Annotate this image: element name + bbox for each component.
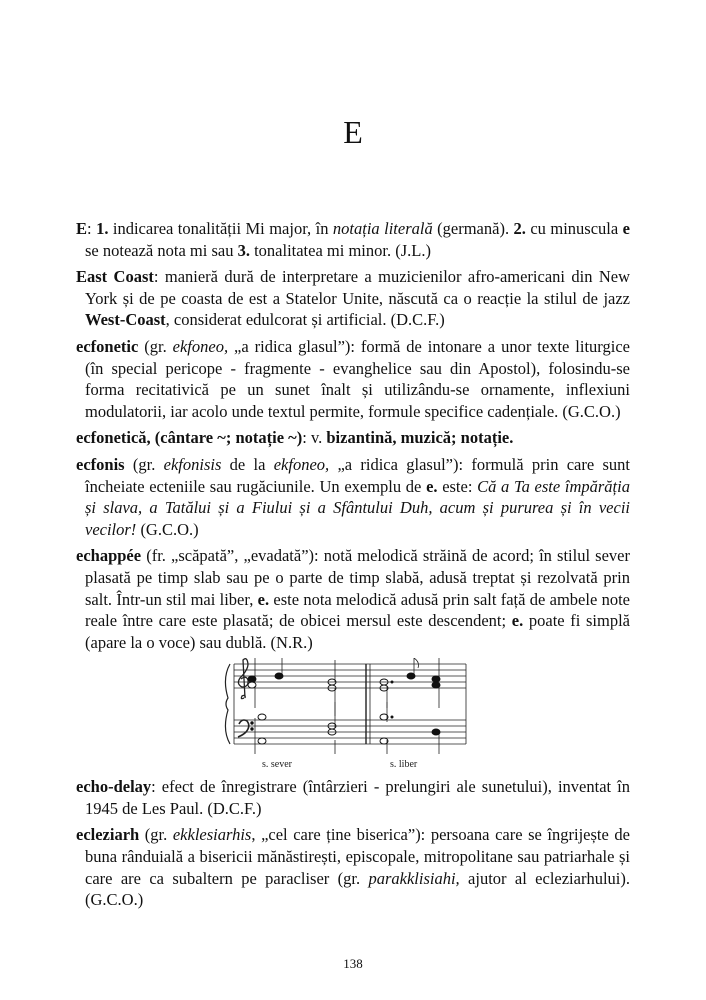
italic-text: parakklisiahi, [368, 868, 460, 888]
bold-text: 2. [513, 219, 526, 238]
entry-ecleziarh [76, 824, 630, 910]
italic-text: ekfoneo, [172, 336, 229, 356]
entry-headword: ecfonetică, (cântare ~; notație ~) [76, 428, 303, 448]
entry-text: (gr. [138, 336, 173, 356]
entry-text: poate fi simplă (apare la o voce) sau dublă. (N.R.) [85, 611, 630, 652]
entry-headword: East Coast [76, 267, 154, 287]
bass-staff [234, 720, 466, 744]
entry-text: „a ridica glasul”): formulă prin care sunt încheiate ecteniile sau rugăciunile. Un exemplu de [85, 454, 630, 496]
bold-text: e. [257, 589, 270, 609]
entry-text: : manieră dură de interpretare a muzicienilor afro-americani din New York și de pe coasta de est a Statelor Unite, născută ca o reacție la stilul de jazz [85, 267, 630, 308]
entry-headword: E [76, 219, 88, 238]
bold-text: e [622, 219, 630, 238]
page-title: E [343, 114, 363, 150]
entry-text: ajutor al ecleziarhului). (G.C.O.) [85, 868, 630, 910]
treble-clef-icon [238, 659, 248, 699]
page-spacer [0, 916, 706, 956]
bold-text: 3. [237, 240, 250, 260]
entry-e [76, 218, 630, 261]
entry-text: indicarea tonalității Mi major, în [108, 219, 333, 238]
label-free-style: s. liber [390, 759, 418, 771]
entry-text: „a ridica glasul”): formă de intonare a unor texte liturgice (în special pericope - fragmente - evanghelice sau din Apostol), folosindu-se forma recitativică pe un sunet înalt și utilizându-se ornamente, inflexiuni modulatorii, iar acolo unde textul permite, formule specifice cadențiale. (G.C.O.) [85, 336, 630, 421]
entry-text: de la [221, 454, 274, 474]
entry-text: (G.C.O.) [136, 519, 199, 539]
italic-text: notația literală [332, 219, 433, 238]
treble-staff [234, 664, 466, 688]
entry-headword: echappée [76, 546, 142, 566]
italic-text: ekfoneo, [273, 454, 330, 474]
dictionary-entries [76, 218, 630, 916]
label-strict-style: s. sever [262, 759, 292, 771]
entry-text: este: [437, 476, 478, 496]
bold-text: West-Coast [85, 310, 166, 330]
entry-headword: echo-delay [76, 777, 152, 797]
bold-text: 1. [96, 219, 109, 238]
italic-text: Că a Ta este împărăția și slava, a Tatălui și a Fiului și a Sfântului Duh, acum și pururea și în vecii vecilor! [85, 476, 630, 539]
entry-text: cu minuscula [525, 219, 623, 238]
entry-east-coast [76, 266, 630, 331]
bold-text: bizantină, muzică; notație. [326, 428, 514, 448]
entry-echappee [76, 545, 630, 653]
music-example-figure [222, 658, 472, 770]
entry-text: (germană). [432, 219, 514, 238]
entry-headword: ecfonetic [76, 336, 139, 356]
entry-text: : [87, 219, 97, 238]
entry-text: tonalitatea mi minor. (J.L.) [249, 240, 431, 260]
entry-text: este nota melodică adusă prin salt față de ambele note reale între care este plasată; de obicei mersul este descendent; [85, 589, 630, 631]
entry-text: : v. [302, 428, 327, 448]
entry-text: se notează nota mi sau [85, 240, 238, 260]
entry-text: , „cel care ține biserica”): persoana care se îngrijește de buna rânduială a bisericii mănăstirești, episcopale, mitropolitane sau patriarhale și care are ca subaltern pe paracliser (gr. [85, 825, 630, 888]
entry-text: : efect de înregistrare (întârzieri - prelungiri ale sunetului), inventat în 1945 de Les Paul. (D.C.F.) [85, 777, 630, 818]
entry-text: , considerat edulcorat și artificial. (D.C.F.) [165, 310, 445, 330]
italic-text: ekklesiarhis [172, 825, 252, 845]
entry-text: (gr. [124, 454, 164, 474]
entry-ecfonetic [76, 336, 630, 422]
bass-clef-icon [238, 720, 249, 737]
entry-ecfonis [76, 454, 630, 540]
page-number: 138 [343, 956, 363, 971]
entry-headword: ecfonis [76, 454, 125, 474]
entry-echo-delay [76, 776, 630, 819]
bold-text: e. [426, 476, 438, 496]
entry-ecfonetica [76, 427, 630, 449]
italic-text: ekfonisis [163, 454, 222, 474]
entry-text: (gr. [139, 825, 173, 845]
bold-text: e. [511, 611, 524, 631]
entry-headword: ecleziarh [76, 825, 140, 845]
entry-text: (fr. „scăpată”, „evadată”): notă melodică străină de acord; în stilul sever plasată pe timp slab sau pe o parte de timp slabă, adusă treptat și rezolvată prin salt. Într-un stil mai liber, [85, 546, 630, 609]
